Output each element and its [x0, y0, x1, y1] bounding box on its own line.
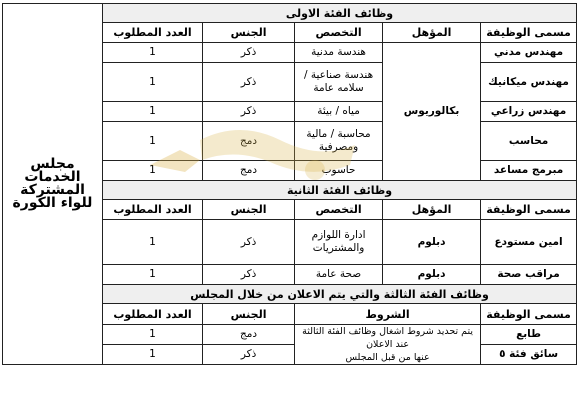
- header-required-count: العدد المطلوب: [103, 304, 203, 325]
- gender-cell: ذكر: [203, 345, 295, 365]
- specialization-cell: [295, 63, 383, 102]
- conditions-note-line1: يتم تحديد شروط اشغال وظائف الفئة الثالثة عند الاعلان: [302, 326, 473, 350]
- qualification-cell: بكالوريوس: [383, 43, 481, 181]
- gender-cell: ذكر: [203, 220, 295, 265]
- specialization-cell: مياه / بيئة: [295, 102, 383, 122]
- council-name-line1: مجلس: [30, 156, 75, 172]
- header-required-count: العدد المطلوب: [103, 200, 203, 220]
- count-cell: 1: [103, 345, 203, 365]
- count-cell: 1: [103, 265, 203, 285]
- count-cell: 1: [103, 325, 203, 345]
- header-gender: الجنس: [203, 200, 295, 220]
- header-specialization: التخصص: [295, 23, 383, 43]
- job-title-cell: امين مستودع: [481, 220, 577, 265]
- council-name-line3: للواء الكورة: [12, 195, 93, 211]
- header-required-count: العدد المطلوب: [103, 23, 203, 43]
- gender-cell: دمج: [203, 161, 295, 181]
- header-job-title: مسمى الوظيفة: [481, 200, 577, 220]
- specialization-cell: حاسوب: [295, 161, 383, 181]
- specialization-line2: سلامه عامة: [313, 82, 364, 94]
- section2-title: وظائف الفئة الثانية: [103, 181, 577, 200]
- header-conditions: الشروط: [295, 304, 481, 325]
- count-cell: 1: [103, 161, 203, 181]
- header-job-title: مسمى الوظيفة: [481, 23, 577, 43]
- count-cell: 1: [103, 122, 203, 161]
- count-cell: 1: [103, 43, 203, 63]
- section1-title: وظائف الفئة الاولى: [103, 4, 577, 23]
- conditions-note-line2: عنها من قبل المجلس: [345, 352, 430, 363]
- job-title-cell: محاسب: [481, 122, 577, 161]
- specialization-cell: هندسة مدنية: [295, 43, 383, 63]
- header-job-title: مسمى الوظيفة: [481, 304, 577, 325]
- specialization-line2: والمشتريات: [312, 242, 365, 254]
- specialization-line1: هندسة صناعية /: [303, 69, 374, 81]
- job-title-cell: مبرمج مساعد: [481, 161, 577, 181]
- specialization-cell: صحة عامة: [295, 265, 383, 285]
- count-cell: 1: [103, 63, 203, 102]
- count-cell: 1: [103, 220, 203, 265]
- header-qualification: المؤهل: [383, 23, 481, 43]
- job-title-cell: مهندس ميكانيك: [481, 63, 577, 102]
- qualification-cell: دبلوم: [383, 220, 481, 265]
- header-qualification: المؤهل: [383, 200, 481, 220]
- conditions-note-cell: [295, 325, 481, 365]
- council-name-line2: الخدمات المشتركة: [20, 169, 85, 198]
- job-title-cell: مهندس مدني: [481, 43, 577, 63]
- job-title-cell: طابع: [481, 325, 577, 345]
- specialization-line2: ومصرفية: [318, 141, 359, 153]
- specialization-line1: ادارة اللوازم: [311, 229, 366, 241]
- job-title-cell: مهندس زراعي: [481, 102, 577, 122]
- count-cell: 1: [103, 102, 203, 122]
- gender-cell: ذكر: [203, 102, 295, 122]
- gender-cell: ذكر: [203, 63, 295, 102]
- section3-title: وظائف الفئة الثالثة والتي يتم الاعلان من خلال المجلس: [103, 285, 577, 304]
- header-gender: الجنس: [203, 23, 295, 43]
- job-vacancies-table: [2, 3, 577, 365]
- gender-cell: ذكر: [203, 265, 295, 285]
- gender-cell: دمج: [203, 122, 295, 161]
- specialization-cell: [295, 122, 383, 161]
- qualification-cell: دبلوم: [383, 265, 481, 285]
- gender-cell: ذكر: [203, 43, 295, 63]
- specialization-cell: [295, 220, 383, 265]
- gender-cell: دمج: [203, 325, 295, 345]
- specialization-line1: محاسبة / مالية: [306, 128, 371, 140]
- header-specialization: التخصص: [295, 200, 383, 220]
- council-name: [3, 4, 103, 365]
- job-title-cell: مراقب صحة: [481, 265, 577, 285]
- section1-title-row: [3, 4, 577, 23]
- job-title-cell: سائق فئة ٥: [481, 345, 577, 365]
- header-gender: الجنس: [203, 304, 295, 325]
